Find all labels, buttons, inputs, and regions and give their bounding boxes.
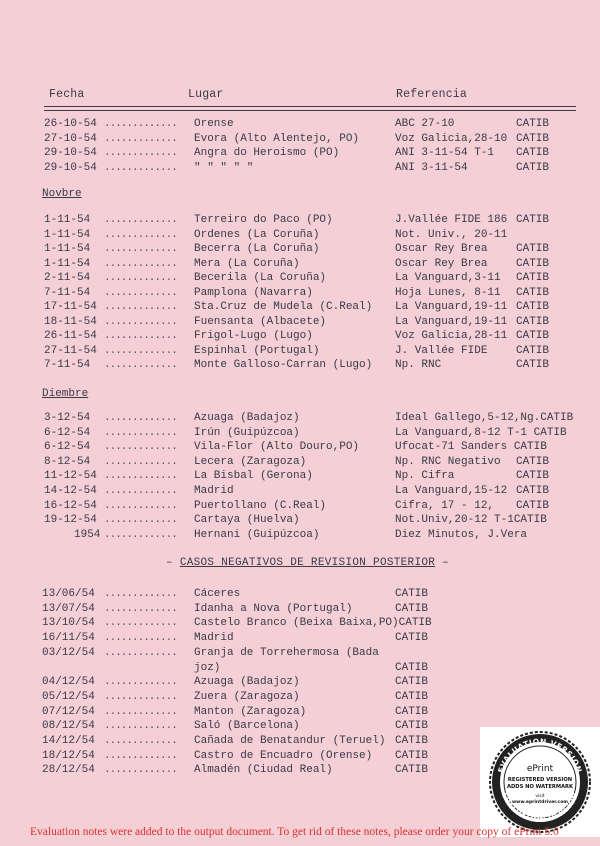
row-leader-dots: ............. <box>104 228 177 241</box>
row-tag: CATIB <box>516 485 550 497</box>
stamp-line4: www.eprintdriver.com <box>512 800 568 805</box>
row-place: Hernani (Guipúzcoa) <box>194 528 320 541</box>
row-date: 14/12/54 <box>42 735 95 747</box>
eprint-evaluation-stamp <box>480 727 600 837</box>
row-reference: La Vanguard,3-11 <box>395 272 501 284</box>
row-place: " " " " " <box>194 161 254 174</box>
row-tag: CATIB <box>516 470 550 483</box>
row-leader-dots: ............. <box>104 315 177 328</box>
row-place: Idanha a Nova (Portugal) <box>194 602 353 615</box>
table-row <box>0 675 600 689</box>
row-date: 1-11-54 <box>44 228 91 241</box>
table-row <box>0 513 600 527</box>
row-place: Puertollano (C.Real) <box>194 499 327 512</box>
row-leader-dots: ............. <box>104 147 177 159</box>
row-date: 7-11-54 <box>44 286 91 299</box>
row-place: Becerila (La Coruña) <box>194 272 327 284</box>
stamp-line2: ADDS NO WATERMARK <box>506 784 574 790</box>
row-place: Evora (Alto Alentejo, PO) <box>194 132 360 145</box>
row-leader-dots: ............. <box>104 588 177 600</box>
row-leader-dots: ............. <box>104 161 177 174</box>
row-place: Terreiro do Paco (PO) <box>194 214 333 226</box>
row-date: 28/12/54 <box>42 764 95 777</box>
table-row <box>0 132 600 146</box>
row-date: 1-11-54 <box>44 243 91 255</box>
row-leader-dots: ............. <box>104 132 177 145</box>
row-place: Castelo Branco (Beixa Baixa,PO)CATIB <box>194 617 432 630</box>
row-place: Sta.Cruz de Mudela (C.Real) <box>194 301 373 313</box>
row-date: 05/12/54 <box>42 690 95 703</box>
row-place: Monte Galloso-Carran (Lugo) <box>194 359 373 371</box>
row-date: 1954 <box>74 528 101 541</box>
row-date: 11-12-54 <box>44 470 97 483</box>
row-leader-dots: ............. <box>104 602 177 615</box>
row-date: 3-12-54 <box>44 412 91 424</box>
row-date: 14-12-54 <box>44 485 97 497</box>
row-tag: CATIB <box>395 690 429 703</box>
row-tag: CATIB <box>395 705 429 718</box>
row-tag: CATIB <box>516 301 550 313</box>
row-leader-dots: ............. <box>104 749 177 762</box>
row-reference: Oscar Rey Brea <box>395 243 488 255</box>
row-reference: Voz Galicia,28-11 <box>395 330 508 342</box>
row-tag: CATIB <box>395 602 429 615</box>
row-place: Mera (La Coruña) <box>194 257 300 270</box>
row-reference: Cifra, 17 - 12, <box>395 499 495 512</box>
row-reference: La Vanguard,15-12 <box>395 485 508 497</box>
table-row <box>0 616 600 630</box>
row-place: Madrid <box>194 632 234 645</box>
row-leader-dots: ............. <box>104 257 177 270</box>
row-place: Azuaga (Badajoz) <box>194 412 300 424</box>
row-date: 07/12/54 <box>42 705 95 718</box>
row-place: Irún (Guipúzcoa) <box>194 426 300 439</box>
row-tag: CATIB <box>516 147 550 159</box>
row-leader-dots: ............. <box>104 499 177 512</box>
row-tag: CATIB <box>516 359 550 371</box>
evaluation-note: Evaluation notes were added to the output document. To get rid of these notes, please order your copy of ePrint 5.0 <box>30 826 559 838</box>
row-place: Fuensanta (Albacete) <box>194 315 327 328</box>
row-date: 26-11-54 <box>44 330 97 342</box>
section-november: Novbre <box>42 188 82 200</box>
row-leader-dots: ............. <box>104 676 177 689</box>
stamp-ring-top: EVALUATION VERSION <box>496 736 584 774</box>
row-reference: Diez Minutos, J.Vera <box>395 528 528 541</box>
table-row <box>0 300 600 314</box>
row-leader-dots: ............. <box>104 441 177 454</box>
table-row <box>0 646 600 660</box>
row-date: 27-11-54 <box>44 344 97 357</box>
row-reference: Ideal Gallego,5-12,Ng.CATIB <box>395 412 574 424</box>
table-row <box>0 455 600 469</box>
table-row <box>0 484 600 498</box>
row-place: Cáceres <box>194 588 241 600</box>
row-reference: ABC 27-10 <box>395 118 455 130</box>
negative-cases-title: – CASOS NEGATIVOS DE REVISION POSTERIOR – <box>166 557 449 569</box>
row-date: 13/07/54 <box>42 602 95 615</box>
row-date: 13/10/54 <box>42 617 95 630</box>
row-date: 08/12/54 <box>42 720 95 733</box>
table-row <box>0 329 600 343</box>
table-row <box>0 242 600 256</box>
row-date: 16-12-54 <box>44 499 97 512</box>
row-tag: CATIB <box>395 676 429 689</box>
row-tag: CATIB <box>395 735 429 747</box>
row-leader-dots: ............. <box>104 632 177 645</box>
row-date: 19-12-54 <box>44 514 97 527</box>
stamp-ring-bottom: EVALUATION VERSION <box>499 791 581 825</box>
row-place: Becerra (La Coruña) <box>194 243 320 255</box>
row-reference: Ufocat-71 Sanders CATIB <box>395 441 547 454</box>
row-reference: ANI 3-11-54 <box>395 161 468 174</box>
row-date: 8-12-54 <box>44 455 91 468</box>
row-place: Castro de Encuadro (Orense) <box>194 749 373 762</box>
header-rule <box>44 106 576 107</box>
row-reference: Np. RNC <box>395 359 442 371</box>
row-place: Angra do Heroismo (PO) <box>194 147 340 159</box>
row-reference: J. Vallée FIDE <box>395 344 488 357</box>
table-row <box>0 271 600 285</box>
row-leader-dots: ............. <box>104 705 177 718</box>
row-date: 6-12-54 <box>44 426 91 439</box>
row-leader-dots: ............. <box>104 359 177 371</box>
header-lugar: Lugar <box>188 88 224 101</box>
row-tag: CATIB <box>516 272 550 284</box>
row-tag: CATIB <box>516 499 550 512</box>
table-row <box>0 146 600 160</box>
row-leader-dots: ............. <box>104 214 177 226</box>
row-place: Madrid <box>194 485 234 497</box>
row-tag: CATIB <box>516 118 550 130</box>
row-tag: CATIB <box>395 632 429 645</box>
table-row <box>0 440 600 454</box>
row-leader-dots: ............. <box>104 690 177 703</box>
row-place: Pamplona (Navarra) <box>194 286 313 299</box>
stamp-line1: REGISTERED VERSION <box>507 777 573 783</box>
row-place: joz) <box>194 661 221 674</box>
table-row <box>0 587 600 601</box>
row-date: 29-10-54 <box>44 147 97 159</box>
row-date: 7-11-54 <box>44 359 91 371</box>
row-leader-dots: ............. <box>104 455 177 468</box>
row-tag: CATIB <box>516 315 550 328</box>
row-tag: CATIB <box>395 661 429 674</box>
row-date: 29-10-54 <box>44 161 97 174</box>
table-row <box>0 602 600 616</box>
row-date: 04/12/54 <box>42 676 95 689</box>
row-reference: Np. Cifra <box>395 470 455 483</box>
row-place: Saló (Barcelona) <box>194 720 300 733</box>
row-date: 03/12/54 <box>42 646 95 659</box>
row-leader-dots: ............. <box>104 301 177 313</box>
row-reference: ANI 3-11-54 T-1 <box>395 147 495 159</box>
table-row <box>0 315 600 329</box>
row-leader-dots: ............. <box>104 286 177 299</box>
row-leader-dots: ............. <box>104 485 177 497</box>
row-tag: CATIB <box>516 243 550 255</box>
row-place: Frigol-Lugo (Lugo) <box>194 330 313 342</box>
row-leader-dots: ............. <box>104 646 177 659</box>
row-tag: CATIB <box>516 286 550 299</box>
row-reference: La Vanguard,19-11 <box>395 301 508 313</box>
row-leader-dots: ............. <box>104 764 177 777</box>
row-reference: Oscar Rey Brea <box>395 257 488 270</box>
row-date: 13/06/54 <box>42 588 95 600</box>
table-row <box>0 358 600 372</box>
row-leader-dots: ............. <box>104 426 177 439</box>
table-row <box>0 426 600 440</box>
row-leader-dots: ............. <box>104 344 177 357</box>
row-place: Orense <box>194 118 234 130</box>
row-tag: CATIB <box>395 764 429 777</box>
row-date: 26-10-54 <box>44 118 97 130</box>
row-leader-dots: ............. <box>104 330 177 342</box>
row-place: La Bisbal (Gerona) <box>194 470 313 483</box>
row-date: 18-11-54 <box>44 315 97 328</box>
row-reference: La Vanguard,8-12 T-1 CATIB <box>395 426 567 439</box>
row-leader-dots: ............. <box>104 118 177 130</box>
row-leader-dots: ............. <box>104 617 177 630</box>
row-place: Vila-Flor (Alto Douro,PO) <box>194 441 360 454</box>
row-tag: CATIB <box>516 132 550 145</box>
header-fecha: Fecha <box>49 88 85 101</box>
row-tag: CATIB <box>516 344 550 357</box>
row-date: 18/12/54 <box>42 749 95 762</box>
row-tag: CATIB <box>516 214 550 226</box>
row-tag: CATIB <box>516 455 550 468</box>
table-row <box>0 411 600 425</box>
table-row <box>0 528 600 542</box>
table-row <box>0 161 600 175</box>
row-tag: CATIB <box>516 330 550 342</box>
row-place: Ordenes (La Coruña) <box>194 228 320 241</box>
row-date: 1-11-54 <box>44 214 91 226</box>
negative-cases-title-text: CASOS NEGATIVOS DE REVISION POSTERIOR <box>179 557 436 569</box>
row-place: Cañada de Benatandur (Teruel) <box>194 735 386 747</box>
row-place: Espinhal (Portugal) <box>194 344 320 357</box>
stamp-line3: visit <box>535 794 545 799</box>
row-tag: CATIB <box>395 588 429 600</box>
row-place: Granja de Torrehermosa (Bada <box>194 646 379 659</box>
table-row <box>0 690 600 704</box>
row-reference: Np. RNC Negativo <box>395 455 501 468</box>
table-row <box>0 286 600 300</box>
row-date: 2-11-54 <box>44 272 91 284</box>
row-leader-dots: ............. <box>104 412 177 424</box>
header-rule-double <box>44 110 576 111</box>
row-place: Lecera (Zaragoza) <box>194 455 307 468</box>
row-date: 6-12-54 <box>44 441 91 454</box>
row-date: 1-11-54 <box>44 257 91 270</box>
row-place: Zuera (Zaragoza) <box>194 690 300 703</box>
table-row <box>0 499 600 513</box>
table-row <box>0 631 600 645</box>
table-row <box>0 213 600 227</box>
row-date: 27-10-54 <box>44 132 97 145</box>
table-row <box>0 661 600 675</box>
stamp-brand: ePrint <box>526 764 554 774</box>
row-tag: CATIB <box>516 257 550 270</box>
row-leader-dots: ............. <box>104 528 177 541</box>
row-place: Azuaga (Badajoz) <box>194 676 300 689</box>
row-leader-dots: ............. <box>104 720 177 733</box>
row-reference: Not.Univ,20-12 T-1CATIB <box>395 514 547 527</box>
row-place: Manton (Zaragoza) <box>194 705 307 718</box>
table-row <box>0 257 600 271</box>
row-reference: J.Vallée FIDE 186 <box>395 214 508 226</box>
table-row <box>0 344 600 358</box>
row-place: Cartaya (Huelva) <box>194 514 300 527</box>
table-row <box>0 469 600 483</box>
section-december: Diembre <box>42 388 89 400</box>
row-tag: CATIB <box>516 161 550 174</box>
row-tag: CATIB <box>395 749 429 762</box>
header-referencia: Referencia <box>396 88 468 101</box>
row-date: 17-11-54 <box>44 301 97 313</box>
row-reference: Hoja Lunes, 8-11 <box>395 286 501 299</box>
row-reference: Not. Univ., 20-11 <box>395 228 508 241</box>
row-leader-dots: ............. <box>104 735 177 747</box>
row-leader-dots: ............. <box>104 514 177 527</box>
row-date: 16/11/54 <box>42 632 95 645</box>
row-reference: La Vanguard,19-11 <box>395 315 508 328</box>
row-leader-dots: ............. <box>104 272 177 284</box>
table-row <box>0 228 600 242</box>
row-leader-dots: ............. <box>104 470 177 483</box>
row-tag: CATIB <box>395 720 429 733</box>
table-row <box>0 117 600 131</box>
row-place: Almadén (Ciudad Real) <box>194 764 333 777</box>
row-leader-dots: ............. <box>104 243 177 255</box>
row-reference: Voz Galicia,28-10 <box>395 132 508 145</box>
table-row <box>0 705 600 719</box>
